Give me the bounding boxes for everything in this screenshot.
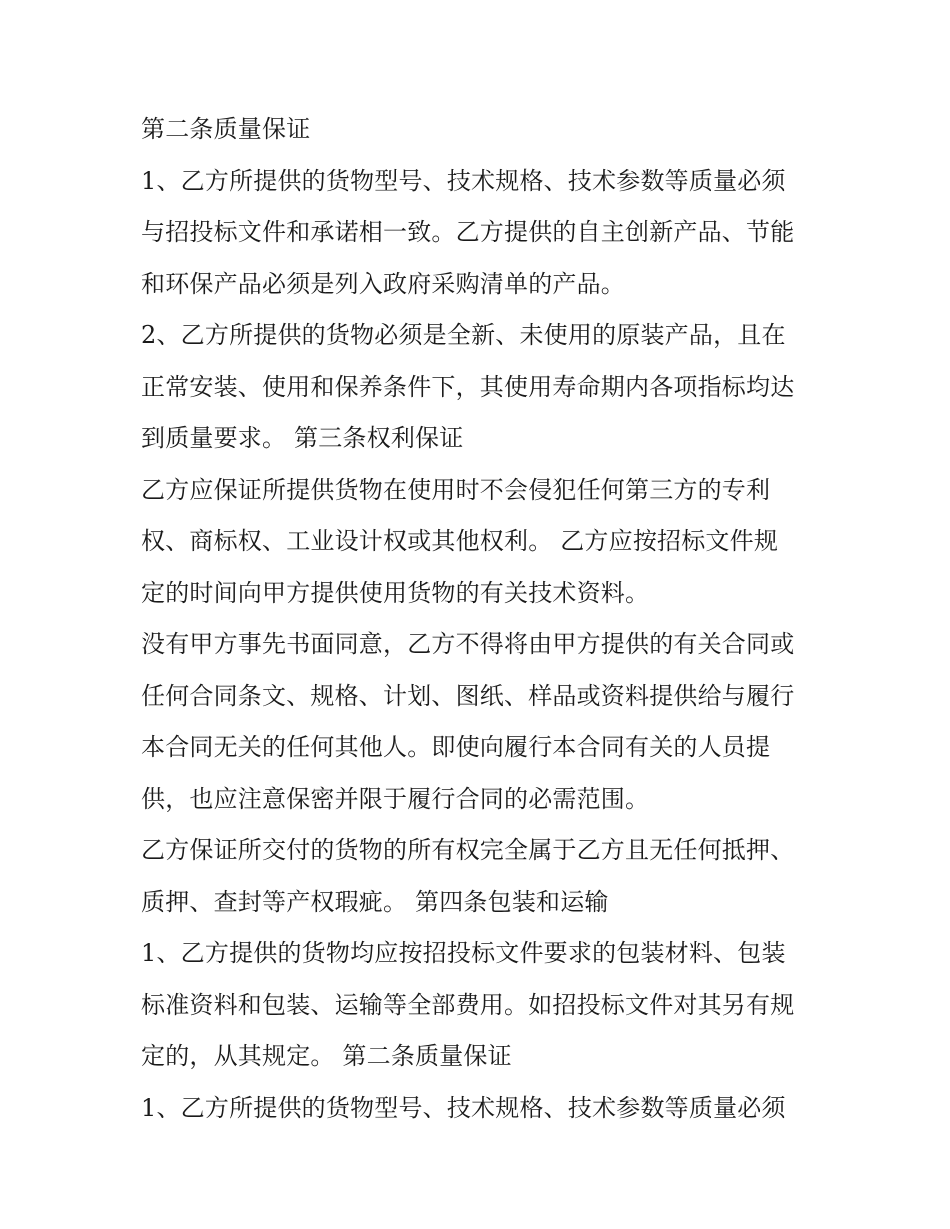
text-line: 定的时间向甲方提供使用货物的有关技术资料。 (141, 578, 650, 607)
text-line: 与招投标文件和承诺相一致。乙方提供的自主创新产品、节能 (141, 218, 795, 246)
text-line: 和环保产品必须是列入政府采购清单的产品。 (141, 269, 625, 298)
text-line: 任何合同条文、规格、计划、图纸、样品或资料提供给与履行 (141, 681, 795, 710)
text-line: 1、乙方提供的货物均应按招投标文件要求的包装材料、包装 (141, 939, 786, 967)
text-line: 定的，从其规定。 第二条质量保证 (141, 1042, 512, 1070)
text-line: 质押、查封等产权瑕疵。 第四条包装和运输 (141, 887, 609, 916)
text-line: 2、乙方所提供的货物必须是全新、未使用的原装产品，且在 (141, 321, 786, 349)
text-line: 供，也应注意保密并限于履行合同的必需范围。 (141, 784, 650, 813)
text-line: 1、乙方所提供的货物型号、技术规格、技术参数等质量必须 (141, 1093, 786, 1122)
text-line: 权、商标权、工业设计权或其他权利。 乙方应按招标文件规 (141, 527, 779, 555)
text-line: 1、乙方所提供的货物型号、技术规格、技术参数等质量必须 (141, 166, 786, 195)
text-line-section-heading: 第二条质量保证 (141, 115, 311, 143)
text-line: 乙方应保证所提供货物在使用时不会侵犯任何第三方的专利 (141, 475, 771, 504)
text-line: 标准资料和包装、运输等全部费用。如招投标文件对其另有规 (141, 990, 795, 1019)
text-line: 到质量要求。 第三条权利保证 (141, 424, 464, 452)
text-line: 没有甲方事先书面同意，乙方不得将由甲方提供的有关合同或 (141, 630, 795, 658)
document-body (141, 104, 821, 1134)
text-line: 本合同无关的任何其他人。即使向履行本合同有关的人员提 (141, 733, 771, 761)
text-line: 正常安装、使用和保养条件下，其使用寿命期内各项指标均达 (141, 372, 795, 401)
text-line: 乙方保证所交付的货物的所有权完全属于乙方且无任何抵押、 (141, 836, 795, 864)
